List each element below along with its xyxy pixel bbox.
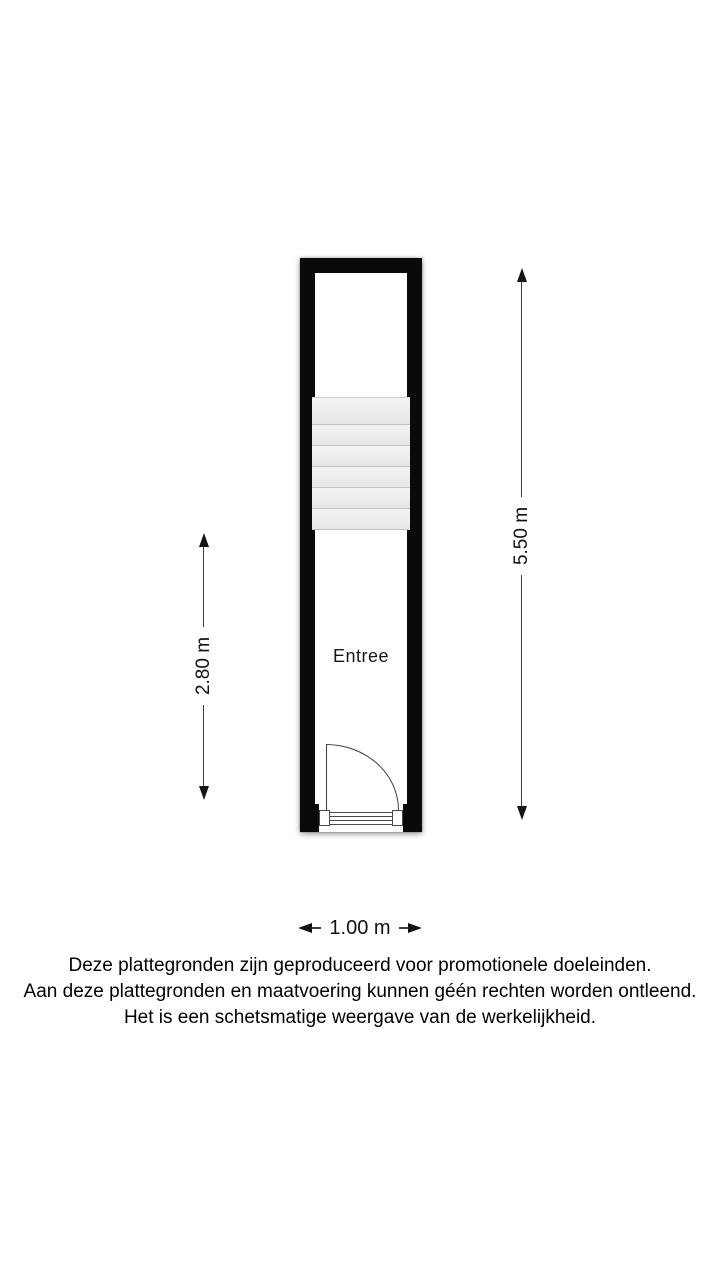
door-jamb-right [392,810,403,826]
stair-tread [312,425,410,446]
door-jamb-left [319,810,330,826]
dimension-left [193,533,214,800]
disclaimer-line: Deze plattegronden zijn geproduceerd voor promotionele doeleinden. [68,955,652,976]
stair-tread [312,467,410,488]
wall-right [407,258,422,832]
dimension-line [399,927,408,929]
arrow-left-icon [298,923,312,933]
stair-tread [312,398,410,425]
arrow-up-icon [517,268,527,282]
threshold-line [320,820,402,821]
floorplan [300,258,422,832]
dimension-label: 5.50 m [509,497,535,575]
wall-stub-bottom-right [403,804,422,832]
wall-left [300,258,315,832]
arrow-right-icon [408,923,422,933]
threshold-line [320,816,402,817]
stair-tread [312,488,410,509]
stair-tread [312,446,410,467]
door-leaf [326,744,327,810]
disclaimer-line: Het is een schetsmatige weergave van de werkelijkheid. [123,1007,597,1028]
dimension-line [312,927,321,929]
wall-top [300,258,422,273]
disclaimer-line: Aan deze plattegronden en maatvoering kunnen géén rechten worden ontleend. [23,981,697,1002]
door-swing-arc [326,744,399,810]
staircase [312,397,410,530]
arrow-down-icon [517,806,527,820]
arrow-down-icon [199,786,209,800]
disclaimer [0,953,720,1031]
dimension-bottom [260,916,460,940]
dimension-right [511,268,532,820]
door-threshold [319,812,403,825]
arrow-up-icon [199,533,209,547]
dimension-label: 1.00 m [329,916,391,939]
stair-tread [312,509,410,530]
dimension-label: 2.80 m [191,627,217,705]
wall-stub-bottom-left [300,804,319,832]
room-label: Entree [332,646,390,666]
